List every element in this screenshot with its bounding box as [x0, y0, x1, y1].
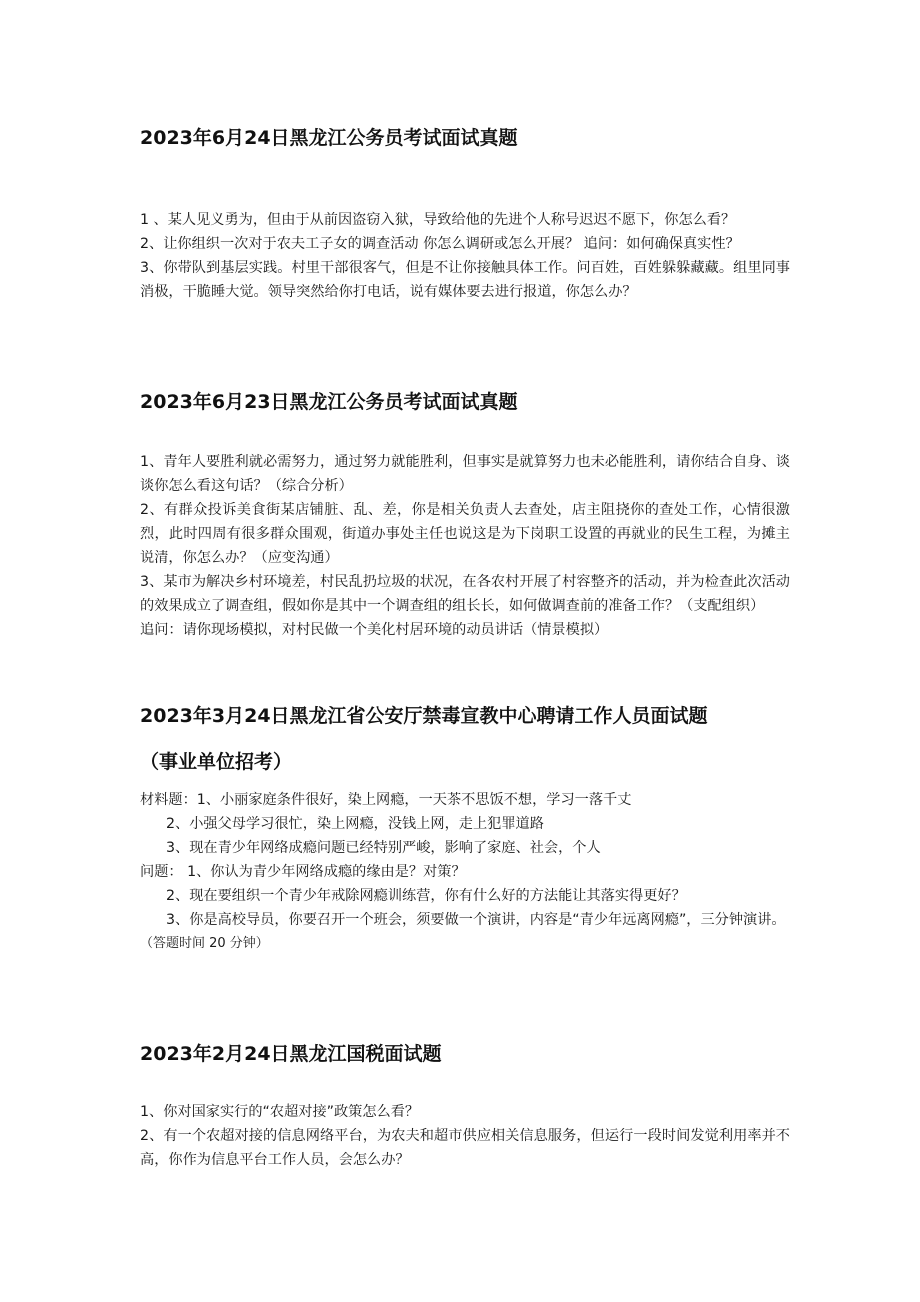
question-item: 2、让你组织一次对于农夫工子女的调查活动 你怎么调研或怎么开展？ 追问：如何确保真实性？: [140, 236, 740, 252]
material-line: 材料题：1、小丽家庭条件很好，染上网瘾，一天茶不思饭不想，学习一落千丈: [140, 792, 632, 808]
question-item: 1、青年人要胜利就必需努力，通过努力就能胜利，但事实是就算努力也未必能胜利，请你结合自身、谈谈你怎么看这句话？（综合分析）: [140, 454, 790, 494]
question-line: 3、你是高校导员，你要召开一个班会，须要做一个演讲，内容是“青少年远离网瘾”，三分钟演讲。: [166, 912, 786, 928]
question-item: 3、某市为解决乡村环境差，村民乱扔垃圾的状况，在各农村开展了村容整齐的活动，并为检查此次活动的效果成立了调查组，假如你是其中一个调查组的组长长，如何做调查前的准备工作？（支配组织）: [140, 574, 790, 614]
question-item: 1 、某人见义勇为，但由于从前因盗窃入狱，导致给他的先进个人称号迟迟不愿下，你怎么看？: [140, 212, 736, 228]
question-item: 2、有一个农超对接的信息网络平台，为农夫和超市供应相关信息服务，但运行一段时间发觉利用率并不高，你作为信息平台工作人员，会怎么办？: [140, 1128, 790, 1168]
question-item: 3、你带队到基层实践。村里干部很客气，但是不让你接触具体工作。问百姓，百姓躲躲藏藏。组里同事消极，干脆睡大觉。领导突然给你打电话，说有媒体要去进行报道，你怎么办？: [140, 260, 790, 300]
question-item: 2、有群众投诉美食街某店铺脏、乱、差，你是相关负责人去查处，店主阻挠你的查处工作，心情很激烈，此时四周有很多群众围观，街道办事处主任也说这是为下岗职工设置的再就业的民生工程，为摊主说清，你怎么办？（应变沟通）: [140, 502, 790, 566]
time-note: （答题时间 20 分钟）: [140, 936, 269, 951]
section-body-4: [140, 1100, 790, 1172]
section-title-2: 2023年6月23日黑龙江公务员考试面试真题: [140, 391, 518, 413]
section-title-3-continued: （事业单位招考）: [140, 751, 293, 773]
section-body-2: [140, 450, 790, 642]
section-body-3: [140, 788, 790, 956]
question-item: 追问：请你现场模拟，对村民做一个美化村居环境的动员讲话（情景模拟）: [140, 622, 609, 638]
section-title-1: 2023年6月24日黑龙江公务员考试面试真题: [140, 127, 518, 149]
material-line: 2、小强父母学习很忙，染上网瘾，没钱上网，走上犯罪道路: [166, 816, 544, 832]
question-item: 1、你对国家实行的“农超对接”政策怎么看？: [140, 1104, 420, 1120]
section-title-4: 2023年2月24日黑龙江国税面试题: [140, 1043, 442, 1065]
question-line: 2、现在要组织一个青少年戒除网瘾训练营，你有什么好的方法能让其落实得更好？: [166, 888, 686, 904]
section-body-1: [140, 208, 790, 304]
material-line: 3、现在青少年网络成瘾问题已经特别严峻，影响了家庭、社会，个人: [166, 840, 601, 856]
section-title-3: 2023年3月24日黑龙江省公安厅禁毒宣教中心聘请工作人员面试题: [140, 705, 708, 727]
question-line: 问题： 1、你认为青少年网络成瘾的缘由是？对策？: [140, 864, 466, 880]
